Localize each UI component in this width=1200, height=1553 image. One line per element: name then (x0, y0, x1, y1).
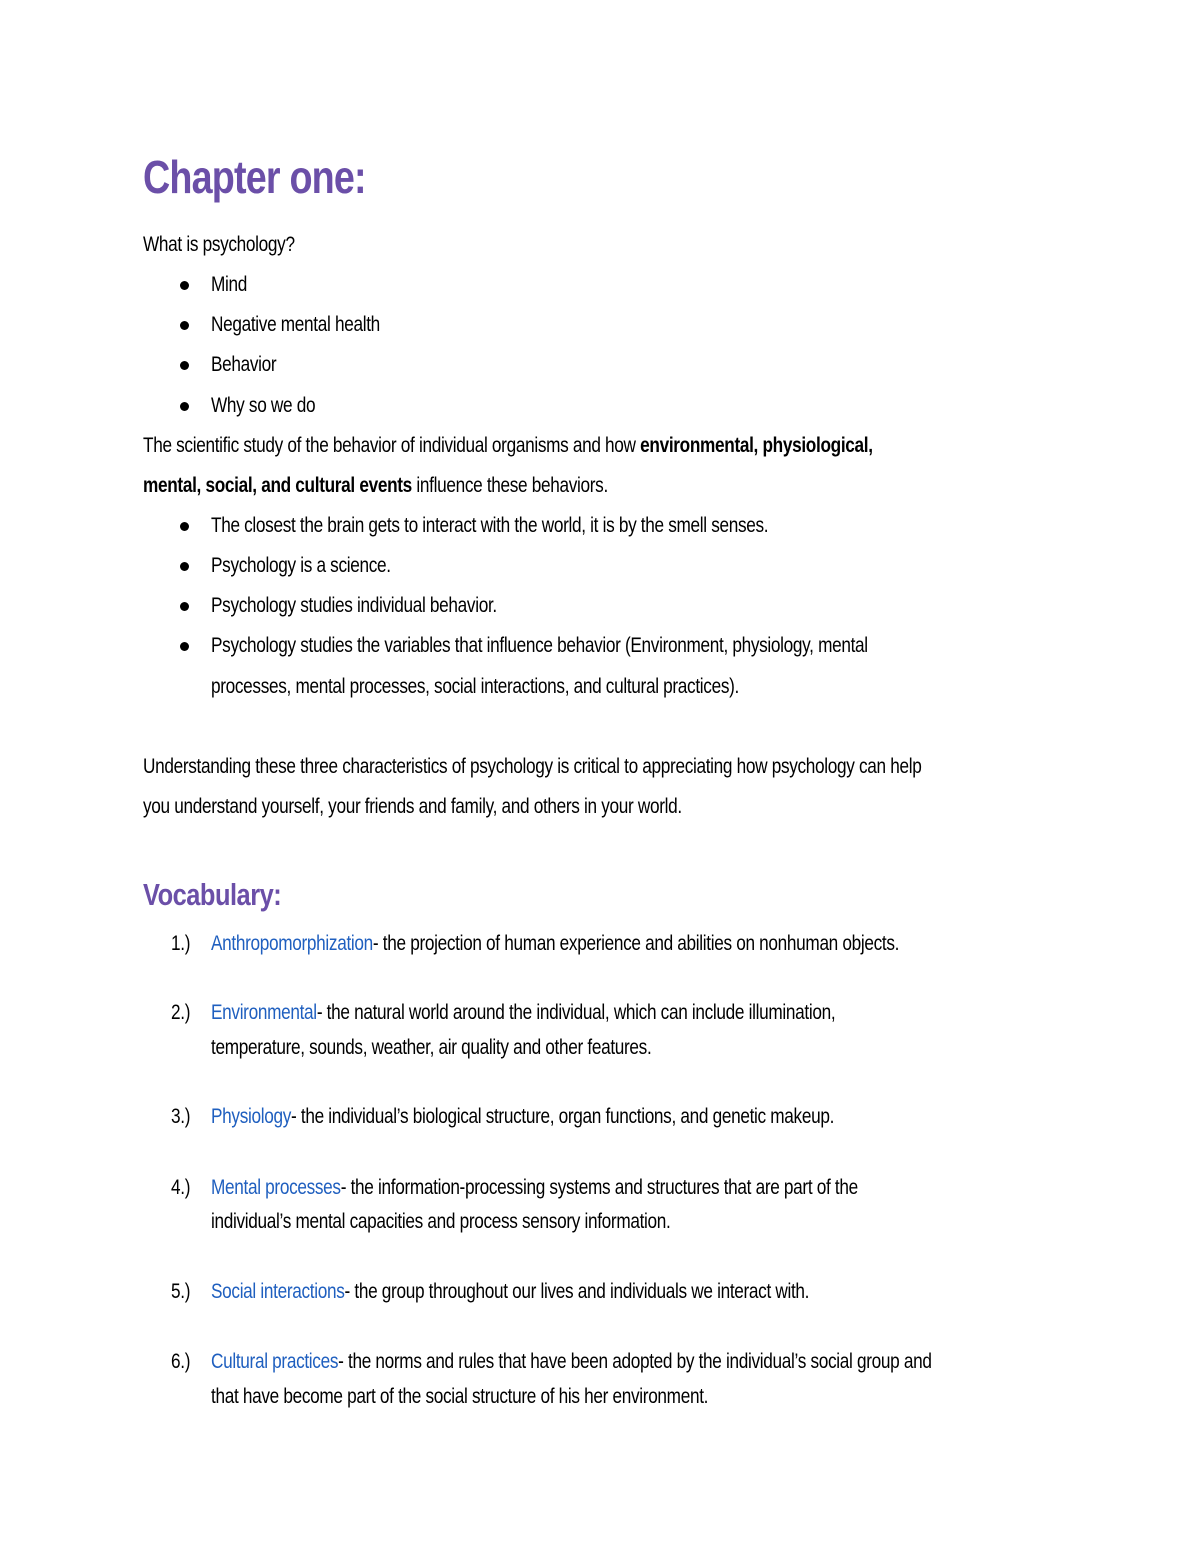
bullet-icon (180, 602, 189, 611)
bullet-icon (180, 321, 189, 330)
list-item-continuation: processes, mental processes, social interactions, and cultural practices). (211, 675, 739, 698)
summary-line-2: you understand yourself, your friends and family, and others in your world. (143, 795, 682, 818)
vocabulary-term: Social interactions (211, 1280, 345, 1303)
vocabulary-title: Vocabulary: (143, 877, 282, 912)
bullet-icon (180, 402, 189, 411)
chapter-title: Chapter one: (143, 151, 366, 203)
vocabulary-term: Mental processes (211, 1176, 341, 1199)
summary-line-1: Understanding these three characteristics of psychology is critical to appreciating how psychology can help (143, 755, 922, 778)
bullet-icon (180, 562, 189, 571)
vocabulary-term: Cultural practices (211, 1350, 339, 1373)
vocabulary-term: Anthropomorphization (211, 932, 373, 955)
question-text: What is psychology? (143, 233, 295, 256)
vocabulary-term: Environmental (211, 1001, 317, 1024)
bullet-icon (180, 281, 189, 290)
definition-line-1: The scientific study of the behavior of individual organisms and how environmental, physiological, (143, 434, 873, 457)
bullet-icon (180, 361, 189, 370)
bullet-icon (180, 642, 189, 651)
document-page: Chapter one: What is psychology? Mind Negative mental health Behavior Why so we do The scientific study of the behavior of individual organisms and how environmental, physiological, mental, social, and cultural events influence these behaviors. The closest the brain gets to interact with the world, it is by the smell senses. Psychology is a science. Psychology studies individual behavior. Psychology studies the variables that influence behavior (Environment, physiology, mental processes, mental processes, social interactions, and cultural practices). Understanding these three characteristics of psychology is critical to appreciating how psychology can help you understand yourself, your friends and family, and others in your world. Vocabulary: 1.) Anthropomorphization- the projection of human experience and abilities on nonhuman objects. 2.) Environmental- the natural world around the individual, which can include illumination, temperature, sounds, weather, air quality and other features. 3.) Physiology- the individual’s biological structure, organ functions, and genetic makeup. 4.) Mental processes- the information-processing systems and structures that are part of the individual’s mental capacities and process sensory information. 5.) Social interactions- the group throughout our lives and individuals we interact with. 6.) Cultural practices- the norms and rules that have been adopted by the individual’s social group and that have become part of the social structure of his her environment. (143, 151, 932, 1408)
vocabulary-term: Physiology (211, 1105, 292, 1128)
bullet-icon (180, 522, 189, 531)
definition-line-2: mental, social, and cultural events influence these behaviors. (143, 474, 608, 497)
